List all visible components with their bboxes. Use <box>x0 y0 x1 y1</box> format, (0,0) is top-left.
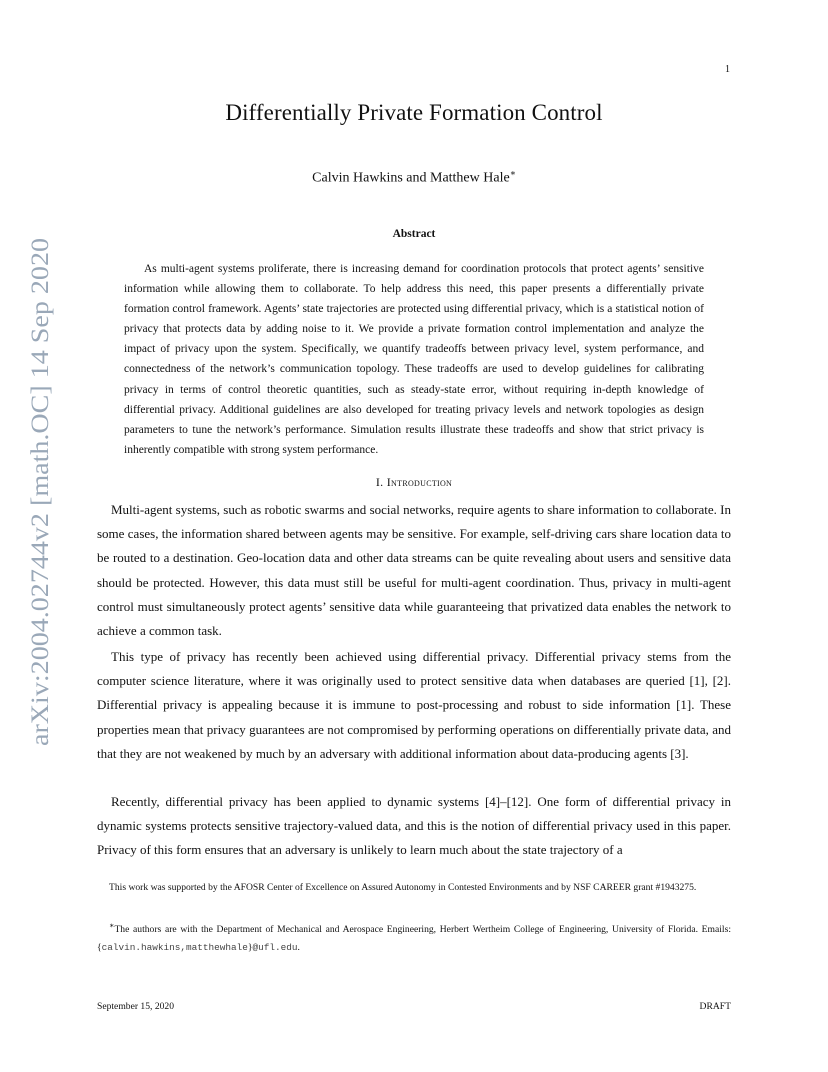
email-brace-open: { <box>97 941 102 953</box>
footer-draft-label: DRAFT <box>699 1001 731 1012</box>
footer-date: September 15, 2020 <box>97 1001 175 1012</box>
affiliation-footnote-marker: ∗ <box>109 921 115 930</box>
affiliation-footnote <box>97 917 731 956</box>
footnote-end: . <box>297 941 300 953</box>
paper-title: Differentially Private Formation Control <box>225 100 603 125</box>
section-title: Introduction <box>386 475 453 489</box>
author-footnote-marker: ∗ <box>509 168 516 178</box>
page-number: 1 <box>725 64 730 75</box>
email-brace-close: } <box>247 941 253 953</box>
section-heading <box>0 475 828 490</box>
arxiv-identifier-stamp <box>0 0 60 1072</box>
abstract-body: As multi-agent systems proliferate, there is increasing demand for coordination protocols that protect agents’ sensitive information while allowing them to collaborate. To help address this need, this paper presents a differentially private formation control framework. Agents’ state trajectories are protected using differential privacy, which is a statistical notion of privacy that protects data by adding noise to it. We provide a private formation control implementation and analyze the impact of privacy upon the system. Specifically, we quantify tradeoffs between privacy level, system performance, and connectedness of the network’s communication topology. These tradeoffs are used to develop guidelines for calibrating privacy in terms of control theoretic quantities, such as steady-state error, without requiring in-depth knowledge of differential privacy. Additional guidelines are also developed for treating privacy levels and network topologies as design parameters to tune the network’s performance. Simulation results illustrate these tradeoffs and show that strict privacy is inherently compatible with strong system performance. <box>124 263 704 456</box>
email-addresses: calvin.hawkins,matthewhale <box>101 941 248 953</box>
abstract-heading: Abstract <box>392 228 436 240</box>
author-line <box>0 168 828 187</box>
affiliation-text: The authors are with the Department of Mechanical and Aerospace Engineering, Herbert Wertheim College of Engineering, University of Florida. Emails: <box>114 924 731 936</box>
arxiv-identifier-text: arXiv:2004.02744v2 [math.OC] 14 Sep 2020 <box>27 293 54 746</box>
body-paragraph: Multi-agent systems, such as robotic swarms and social networks, require agents to share information to collaborate. In some cases, the information shared between agents may be sensitive. For example, self-driving cars share location data to be routed to a destination. Geo-location data and other data streams can be quite revealing about users and sensitive data should be protected. However, this data must still be useful for multi-agent coordination. Thus, privacy in multi-agent control must simultaneously protect agents’ sensitive data while guaranteeing that privatized data enables the network to achieve a common task. <box>97 502 731 639</box>
body-paragraph: Recently, differential privacy has been applied to dynamic systems [4]–[12]. One form of differential privacy in dynamic systems protects sensitive trajectory-valued data, and this is the notion of differential privacy used in this paper. Privacy of this form ensures that an adversary is unlikely to learn much about the state trajectory of a <box>97 794 731 858</box>
section-number: I. <box>375 475 384 489</box>
author-names: Calvin Hawkins and Matthew Hale <box>312 170 510 186</box>
body-paragraph: This type of privacy has recently been achieved using differential privacy. Differential privacy stems from the computer science literature, where it was originally used to protect sensitive data when databases are queried [1], [2]. Differential privacy is appealing because it is immune to post-processing and robust to side information [1]. These properties mean that privacy guarantees are not compromised by performing operations on differentially private data, and that they are not weakened by much by an adversary with additional information about data-producing agents [3]. <box>97 649 731 761</box>
email-domain: @ufl.edu <box>252 941 298 953</box>
funding-footnote: This work was supported by the AFOSR Center of Excellence on Assured Autonomy in Contested Environments and by NSF CAREER grant #1943275. <box>109 882 697 893</box>
